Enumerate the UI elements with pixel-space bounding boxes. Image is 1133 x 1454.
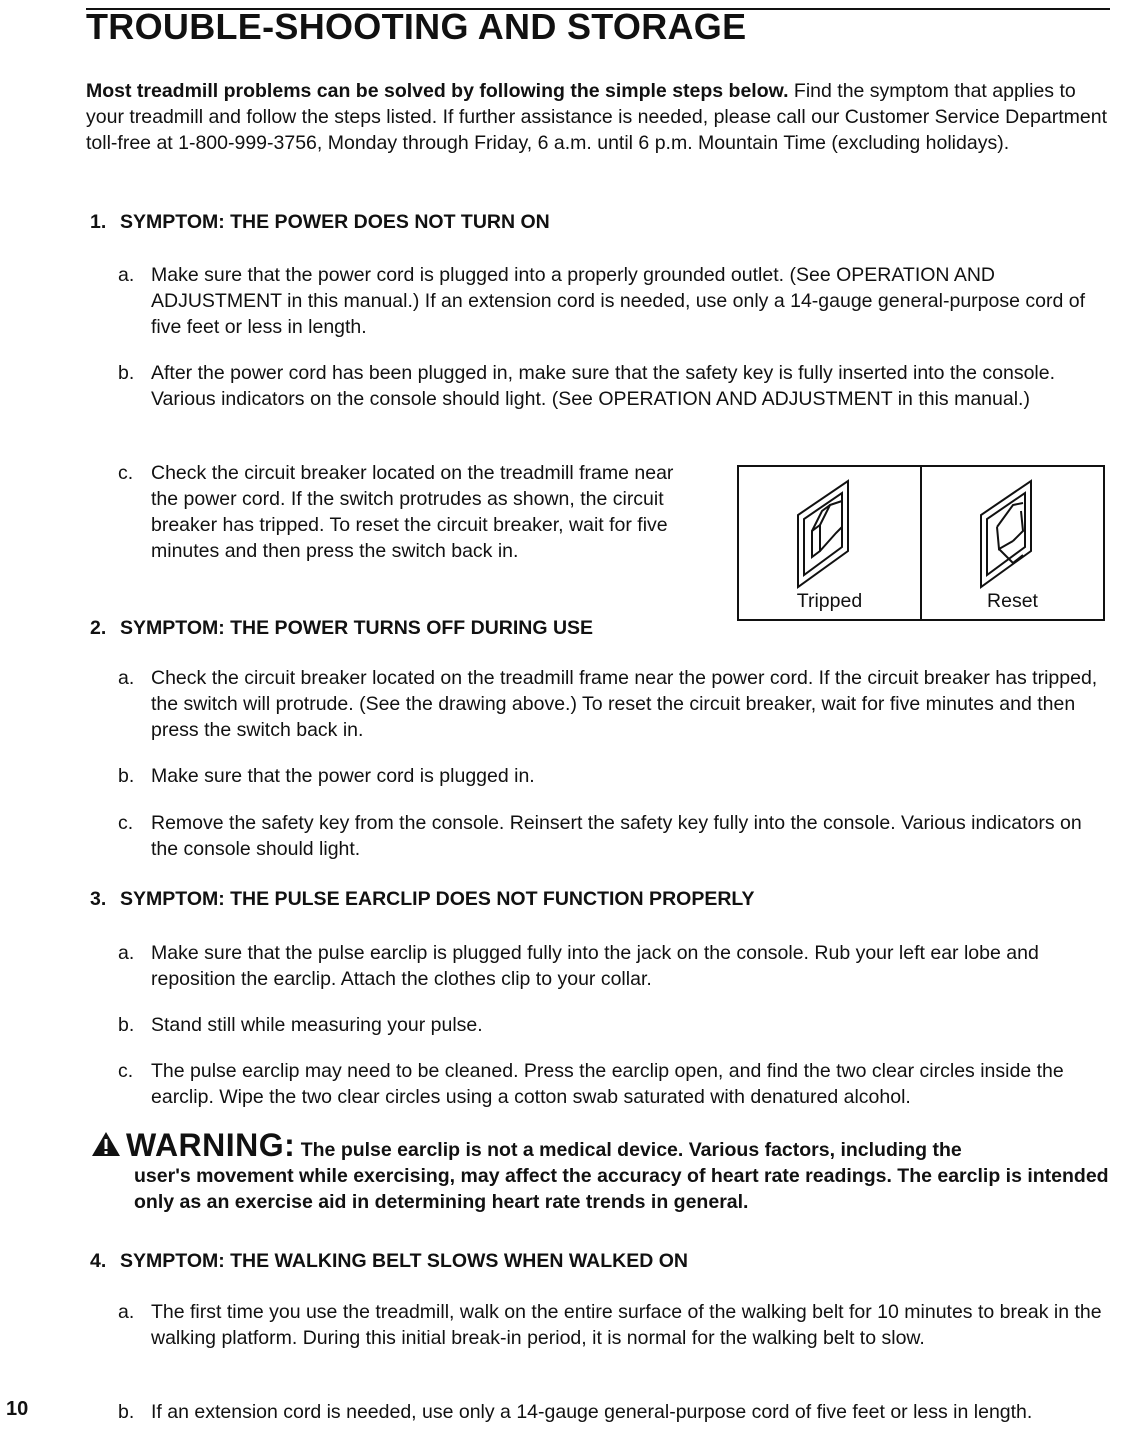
symptom-3-step-b: [118, 1012, 1108, 1038]
step-letter: c.: [118, 1060, 134, 1082]
symptom-2-step-c: [118, 810, 1108, 862]
step-text: Make sure that the power cord is plugged into a properly grounded outlet. (See OPERATION AND ADJUSTMENT in this manual.) If an extension cord is needed, use only a 14-gauge general-purpose cord of five feet or less in length.: [151, 264, 1085, 338]
warning-text-1: The pulse earclip is not a medical device. Various factors, including the: [300, 1139, 962, 1161]
warning-notice: [90, 1127, 1120, 1215]
step-text: Check the circuit breaker located on the treadmill frame near the power cord. If the switch protrudes as shown, the circuit breaker has tripped. To reset the circuit breaker, wait for five minutes and then press the switch back in.: [151, 462, 674, 562]
step-text: The pulse earclip may need to be cleaned. Press the earclip open, and find the two clear circles inside the earclip. Wipe the two clear circles using a cotton swab saturated with denatured alcohol.: [151, 1060, 1064, 1108]
symptom-number: 2.: [90, 617, 107, 639]
symptom-4-step-a: [118, 1299, 1120, 1351]
symptom-2-step-b: [118, 763, 1108, 789]
tripped-switch-icon: [790, 475, 870, 589]
tripped-panel: [739, 467, 920, 619]
intro-paragraph: [86, 78, 1116, 156]
step-letter: b.: [118, 1014, 135, 1036]
symptom-2-heading: [90, 617, 593, 640]
symptom-1-step-c: [118, 460, 688, 564]
symptom-1-heading: [90, 211, 550, 234]
step-letter: a.: [118, 264, 135, 286]
step-letter: a.: [118, 1301, 135, 1323]
symptom-4-heading: [90, 1250, 688, 1273]
step-letter: b.: [118, 1401, 135, 1423]
step-text: Stand still while measuring your pulse.: [151, 1014, 483, 1036]
step-letter: c.: [118, 462, 134, 484]
step-text: Make sure that the pulse earclip is plugged fully into the jack on the console. Rub your left ear lobe and reposition the earclip. Attach the clothes clip to your collar.: [151, 942, 1039, 990]
step-text: Check the circuit breaker located on the treadmill frame near the power cord. If the circuit breaker has tripped, the switch will protrude. (See the drawing above.) To reset the circuit breaker, wait for five minutes and then press the switch back in.: [151, 667, 1098, 741]
step-letter: b.: [118, 362, 135, 384]
step-letter: a.: [118, 942, 135, 964]
symptom-title: SYMPTOM: THE PULSE EARCLIP DOES NOT FUNCTION PROPERLY: [120, 888, 755, 910]
step-text: Make sure that the power cord is plugged in.: [151, 765, 535, 787]
symptom-1-step-b: [118, 360, 1108, 412]
circuit-breaker-figure: [737, 465, 1105, 621]
symptom-title: SYMPTOM: THE POWER TURNS OFF DURING USE: [120, 617, 594, 639]
reset-caption: Reset: [987, 590, 1038, 612]
step-text: After the power cord has been plugged in, make sure that the safety key is fully inserted into the console. Various indicators on the console should light. (See OPERATION AND ADJUSTMENT in this manual.): [151, 362, 1056, 410]
page-number: 10: [6, 1398, 29, 1420]
step-text: The first time you use the treadmill, walk on the entire surface of the walking belt for 10 minutes to break in the walking platform. During this initial break-in period, it is normal for the walking belt to slow.: [151, 1301, 1102, 1349]
step-letter: b.: [118, 765, 135, 787]
symptom-3-heading: [90, 888, 755, 911]
symptom-number: 1.: [90, 211, 107, 233]
tripped-caption: Tripped: [796, 590, 863, 612]
warning-text-2: user's movement while exercising, may affect the accuracy of heart rate readings. The earclip is intended only as an exercise aid in determining heart rate trends in general.: [134, 1165, 1109, 1213]
symptom-title: SYMPTOM: THE WALKING BELT SLOWS WHEN WALKED ON: [120, 1250, 689, 1272]
step-letter: c.: [118, 812, 134, 834]
symptom-2-step-a: [118, 665, 1118, 743]
symptom-4-step-b: [118, 1399, 1120, 1425]
warning-triangle-icon: [90, 1130, 122, 1158]
step-letter: a.: [118, 667, 135, 689]
symptom-3-step-c: [118, 1058, 1126, 1110]
symptom-number: 4.: [90, 1250, 107, 1272]
symptom-number: 3.: [90, 888, 107, 910]
reset-switch-icon: [973, 475, 1053, 589]
page-title: TROUBLE-SHOOTING AND STORAGE: [86, 6, 747, 47]
symptom-3-step-a: [118, 940, 1108, 992]
intro-body: Find the symptom that applies to your treadmill and follow the steps listed. If further assistance is needed, please call our Customer Service Department toll-free at 1-800-999-3756, Monday through Friday, 6 a.m. until 6 p.m. Mountain Time (excluding holidays).: [86, 80, 1107, 154]
intro-lead: Most treadmill problems can be solved by following the simple steps below.: [86, 80, 789, 102]
warning-first-line: [90, 1127, 1120, 1163]
step-text: Remove the safety key from the console. Reinsert the safety key fully into the console. Various indicators on the console should light.: [151, 812, 1082, 860]
step-text: If an extension cord is needed, use only a 14-gauge general-purpose cord of five feet or less in length.: [151, 1401, 1033, 1423]
reset-panel: [920, 467, 1103, 619]
warning-label: WARNING:: [126, 1127, 296, 1163]
symptom-1-step-a: [118, 262, 1108, 340]
symptom-title: SYMPTOM: THE POWER DOES NOT TURN ON: [120, 211, 550, 233]
